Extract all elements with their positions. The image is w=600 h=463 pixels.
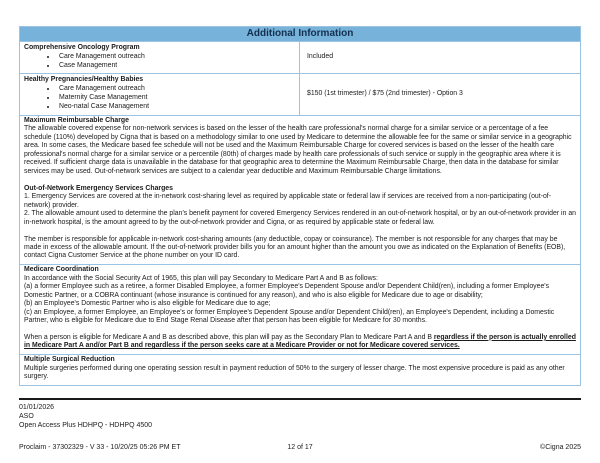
table-row-medicare-coordination: [20, 264, 580, 354]
bullet-item: • Case Management: [57, 62, 295, 71]
section-paragraph: In accordance with the Social Security Act of 1965, this plan will pay Secondary to Medicare Part A and B as follows:: [24, 274, 378, 282]
bullet-item: • Neo-natal Case Management: [57, 103, 295, 112]
bullet-list: [24, 53, 295, 71]
row-value: $150 (1st trimester) / $75 (2nd trimester) - Option 3: [307, 90, 463, 98]
page-footer: [19, 398, 581, 452]
footer-bottom-row: [19, 443, 581, 452]
footer-plan-name: Open Access Plus HDHPQ - HDHPQ 4500: [19, 422, 153, 429]
table-row-oncology: [20, 41, 580, 73]
section-subheading: Out-of-Network Emergency Services Charges: [24, 184, 173, 192]
section-paragraph: Multiple surgeries performed during one operating session result in payment reduction of 50% to the surgery of lesser charge. The most expensive procedure is paid as any other surgery.: [24, 364, 565, 381]
section-paragraph: The allowable covered expense for non-network services is based on the lesser of the health care professional's normal charge for a similar service or a percentage of a fee schedule (110%) developed by Cigna that is based on a methodology similar to one used by Medicare to determine the allowable fee for the same or similar service in a geographic area. In some cases, the Medicare based fee schedule will not be used and the Maximum Reimbursable Charge for covered services is based on the lesser of the health care professional's normal charge for a similar service or a percentile (80th) of charges made by health care professionals of such service or supply in the geographic area where it is received. If sufficient charge data is unavailable in the database for that geographic area to determine the Maximum Reimbursable Charge, then data in the database for similar services may be used. Out-of-network services are subject to a calendar year deductible and Maximum Reimbursable Charge limitations.: [24, 125, 572, 175]
footer-page-number: 12 of 17: [287, 444, 313, 451]
row-heading: Healthy Pregnancies/Healthy Babies: [24, 76, 144, 84]
table-row-max-reimbursable-charge: [20, 115, 580, 264]
row-value: Included: [307, 53, 334, 61]
lettered-item: (b) an Employee's Domestic Partner who is also eligible for Medicare due to age;: [24, 300, 271, 308]
section-heading: Multiple Surgical Reduction: [24, 355, 115, 363]
row-heading: Comprehensive Oncology Program: [24, 44, 140, 51]
bullet-list: [24, 85, 295, 111]
table-row-pregnancies: [20, 73, 580, 114]
footer-copyright: ©Cigna 2025: [540, 444, 581, 451]
section-paragraph: [24, 334, 576, 351]
oncology-program-cell: [20, 42, 300, 73]
table-title: Additional Information: [20, 27, 580, 41]
lettered-item: (c) an Employee, a former Employee, an Employee's or former Employee's Dependent Spouse and/or Dependent Child(ren), an Employee's Dependent, including a Domestic Partner, who is eligible for Medicare due to End Stage Renal Disease after that person has been eligible for Medicare for 30 months.: [24, 308, 555, 324]
numbered-item: 1. Emergency Services are covered at the in-network cost-sharing level as required by applicable state or federal law if services are received from a non-participating (out-of-network) provider.: [24, 193, 551, 209]
pregnancies-program-cell: [20, 74, 300, 114]
bullet-item: • Care Management outreach: [57, 53, 295, 62]
footer-funding-type: ASO: [19, 413, 34, 420]
section-heading: Medicare Coordination: [24, 265, 99, 273]
footer-document-id: Proclaim - 37302329 - V 33 - 10/20/25 05:26 PM ET: [19, 444, 181, 451]
closing-emphasis-text: regardless if the person is actually enrolled in Medicare Part A and/or Part B and regardless if the person seeks care at a Medicare Provider or not for Medicare covered services.: [24, 333, 576, 350]
footer-effective-date: 01/01/2026: [19, 404, 55, 411]
section-heading: Maximum Reimbursable Charge: [24, 116, 129, 124]
footer-rule: [19, 398, 581, 400]
bullet-item: • Maternity Case Management: [57, 94, 295, 103]
table-row-multiple-surgical-reduction: [20, 354, 580, 385]
section-paragraph: The member is responsible for applicable in-network cost-sharing amounts (any deductible, copay or coinsurance). The member is not responsible for any charges that may be made in excess of the allowable amount. If the out-of-network provider bills you for an amount higher than the amount you owe as indicated on the Explanation of Benefits (EOB), contact Cigna Customer Service at the phone number on your ID card.: [24, 235, 566, 260]
numbered-item: 2. The allowable amount used to determine the plan's benefit payment for covered Emergency Services rendered in an out-of-network hospital, or by an out-of-network provider in an in-network hospital, is the amount agreed to by the out-of-network provider and Cigna, or as required by applicable state or federal law.: [24, 210, 576, 226]
lettered-item: (a) a former Employee such as a retiree, a former Disabled Employee, a former Employee's Dependent Spouse and/or Dependent Child(ren), including a former Employee's Domestic Partner, or a COBRA continuant (whose insurance is continued for any reason), and who is also eligible for Medicare due to age or disability;: [24, 283, 550, 299]
closing-text: When a person is eligible for Medicare A and B as described above, this plan will pay as the Secondary Plan to Medicare Part A and B: [24, 333, 434, 341]
additional-information-table: [19, 26, 581, 386]
bullet-item: • Care Management outreach: [57, 85, 295, 94]
